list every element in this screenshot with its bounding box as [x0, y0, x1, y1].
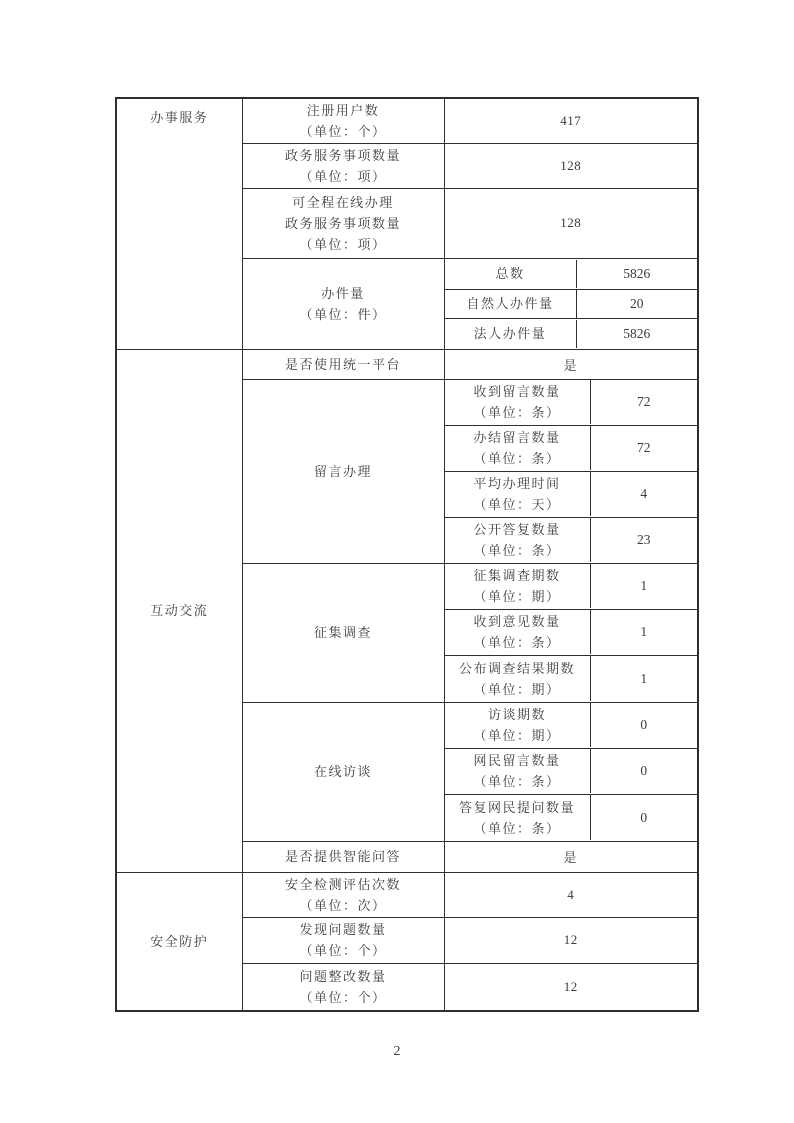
value-interview-periods: 0 — [640, 717, 648, 732]
label-text: 办件量 — [321, 285, 365, 301]
label-service-items — [242, 143, 444, 188]
citizen-replies-cell — [444, 794, 698, 841]
value-cases-total: 5826 — [623, 265, 651, 281]
value-survey-results: 1 — [640, 670, 648, 686]
value-problems-found: 12 — [444, 917, 698, 963]
label-text-line2: 政务服务事项数量 — [284, 215, 401, 231]
label-text: 注册用户数 — [306, 102, 380, 118]
value-registered-users: 417 — [444, 98, 698, 143]
label-problems-fixed: 问题整改数量 （单位：个） — [242, 963, 444, 1011]
value-messages-received: 72 — [637, 394, 651, 409]
sublabel-public-replies: 公开答复数量 （单位：条） — [445, 518, 591, 562]
sublabel-cases-natural: 自然人办件量 — [445, 290, 577, 318]
group-label-security — [116, 872, 242, 1011]
label-assessments: 安全检测评估次数 （单位：次） — [242, 872, 444, 917]
annual-report-table — [115, 97, 699, 1012]
table-row — [116, 98, 698, 143]
table-row — [116, 872, 698, 917]
messages-received-cell — [444, 379, 698, 425]
unit-text: （单位：件） — [299, 306, 387, 322]
sublabel-citizen-messages: 网民留言数量 （单位：条） — [445, 749, 591, 793]
value-smart-qa: 是 — [444, 841, 698, 872]
survey-results-cell — [444, 655, 698, 702]
group-label-text: 互动交流 — [150, 603, 209, 618]
value-citizen-replies: 0 — [640, 809, 648, 825]
cases-total-cell — [444, 258, 698, 289]
survey-opinions-cell — [444, 609, 698, 655]
sublabel-citizen-replies: 答复网民提问数量 （单位：条） — [445, 795, 591, 840]
unit-text: （单位：项） — [299, 236, 387, 252]
value-cases-natural: 20 — [630, 295, 644, 311]
sublabel-messages-received: 收到留言数量 （单位：条） — [445, 380, 591, 424]
page-number: 2 — [393, 1044, 401, 1059]
label-smart-qa: 是否提供智能问答 — [242, 841, 444, 872]
group-label-service — [116, 98, 242, 349]
value-avg-handle-time: 4 — [640, 486, 648, 501]
label-online-service-items — [242, 188, 444, 258]
unit-text: （单位：个） — [299, 123, 387, 139]
label-text-line1: 可全程在线办理 — [292, 194, 394, 210]
value-cases-legal: 5826 — [623, 325, 651, 341]
table-row — [116, 349, 698, 379]
citizen-messages-cell — [444, 748, 698, 794]
value-messages-completed: 72 — [637, 440, 651, 455]
interview-periods-cell — [444, 702, 698, 748]
sublabel-survey-opinions: 收到意见数量 （单位：条） — [445, 610, 591, 654]
sublabel-avg-handle-time: 平均办理时间 （单位：天） — [445, 472, 591, 516]
value-citizen-messages: 0 — [640, 763, 648, 778]
avg-handle-time-cell — [444, 471, 698, 517]
sublabel-cases-total: 总数 — [445, 260, 577, 288]
public-replies-cell — [444, 517, 698, 563]
sublabel-cases-legal: 法人办件量 — [445, 320, 577, 348]
label-problems-found: 发现问题数量 （单位：个） — [242, 917, 444, 963]
label-cases — [242, 258, 444, 349]
sublabel-messages-completed: 办结留言数量 （单位：条） — [445, 426, 591, 470]
value-assessments: 4 — [444, 872, 698, 917]
cases-natural-cell — [444, 289, 698, 318]
survey-periods-cell — [444, 563, 698, 609]
group-label-interaction — [116, 349, 242, 872]
label-text: 政务服务事项数量 — [284, 147, 401, 163]
group-label-text: 安全防护 — [150, 933, 209, 949]
sublabel-interview-periods: 访谈期数 （单位：期） — [445, 703, 591, 747]
value-problems-fixed: 12 — [444, 963, 698, 1011]
sublabel-survey-periods: 征集调查期数 （单位：期） — [445, 564, 591, 608]
value-public-replies: 23 — [637, 532, 651, 547]
label-registered-users — [242, 98, 444, 143]
group-label-text: 办事服务 — [150, 110, 209, 125]
sublabel-survey-results: 公布调查结果期数 （单位：期） — [445, 656, 591, 701]
label-surveys: 征集调查 — [242, 563, 444, 702]
messages-completed-cell — [444, 425, 698, 471]
value-unified-platform: 是 — [444, 349, 698, 379]
value-survey-opinions: 1 — [640, 624, 648, 639]
value-survey-periods: 1 — [640, 578, 648, 593]
label-message-handling: 留言办理 — [242, 379, 444, 563]
value-service-items: 128 — [444, 143, 698, 188]
cases-legal-cell — [444, 318, 698, 349]
label-interviews: 在线访谈 — [242, 702, 444, 841]
label-unified-platform: 是否使用统一平台 — [242, 349, 444, 379]
unit-text: （单位：项） — [299, 168, 387, 184]
value-online-service-items: 128 — [444, 188, 698, 258]
